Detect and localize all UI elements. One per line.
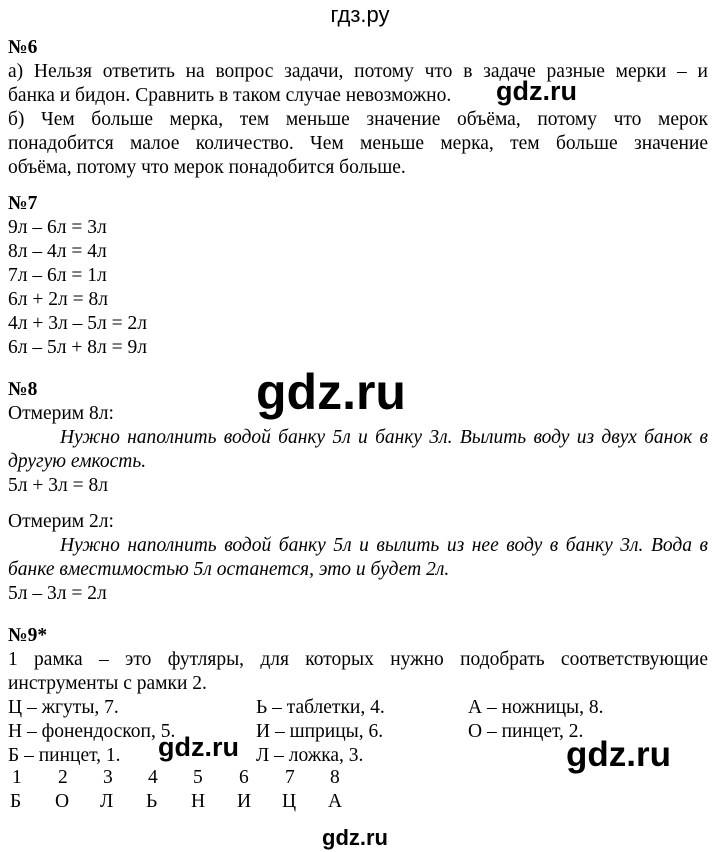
watermark: gdz.ru [256, 364, 406, 420]
site-header: гдз.ру [330, 2, 390, 27]
watermark: gdz.ru [496, 76, 577, 106]
answer-number: 1 [12, 767, 22, 788]
task8-instr1-line1: Нужно наполнить водой банку 5л и банку 3л. Вылить воду из двух банок в [60, 427, 708, 448]
task7-line: 7л – 6л = 1л [8, 265, 107, 286]
answer-letter: Ь [146, 791, 158, 812]
task7-line: 6л – 5л + 8л = 9л [8, 337, 147, 358]
task9-item: Б – пинцет, 1. [8, 745, 121, 766]
task8-eq2: 5л – 3л = 2л [8, 583, 107, 604]
answer-number: 8 [330, 767, 340, 788]
answer-letter: О [55, 791, 70, 812]
task7-title: №7 [8, 193, 38, 214]
task9-item: О – пинцет, 2. [468, 721, 584, 742]
answer-letter: Л [100, 791, 114, 812]
task6-b-line3: объёма, потому что мерок понадобится больше. [8, 157, 406, 178]
answer-number: 3 [103, 767, 113, 788]
task7-line: 4л + 3л – 5л = 2л [8, 313, 147, 334]
task6-b-line2: понадобится малое количество. Чем меньше мерка, тем больше значение [8, 133, 708, 154]
task9-item: Н – фонендоскоп, 5. [8, 721, 176, 742]
answer-letter: А [328, 791, 343, 812]
task8-eq1: 5л + 3л = 8л [8, 475, 108, 496]
task6-b-line1: б) Чем больше мерка, тем меньше значение объёма, потому что мерок [8, 109, 708, 130]
task6-title: №6 [8, 37, 38, 58]
answer-letter: И [237, 791, 252, 812]
watermark: gdz.ru [158, 732, 239, 762]
task9-item: Ь – таблетки, 4. [256, 697, 385, 718]
answer-letter: Ц [282, 791, 297, 812]
task7-line: 8л – 4л = 4л [8, 241, 107, 262]
answer-letter: Б [10, 791, 22, 812]
task8-title: №8 [8, 379, 38, 400]
answer-number: 5 [193, 767, 203, 788]
answer-number: 6 [239, 767, 249, 788]
task6-a-line2: банка и бидон. Сравнить в таком случае невозможно. [8, 85, 452, 106]
task8-instr2-line2: банке вместимостью 5л останется, это и будет 2л. [8, 559, 450, 580]
task9-item: Ц – жгуты, 7. [8, 697, 119, 718]
answer-number: 2 [58, 767, 68, 788]
task8-instr1-line2: другую емкость. [8, 451, 147, 472]
task8-instr2-line1: Нужно наполнить водой банку 5л и вылить из нее воду в банку 3л. Вода в [60, 535, 708, 556]
answer-number: 7 [285, 767, 295, 788]
watermark: gdz.ru [322, 825, 388, 850]
watermark: gdz.ru [566, 735, 671, 774]
task9-item: И – шприцы, 6. [256, 721, 384, 742]
task8-measure2: Отмерим 2л: [8, 511, 114, 532]
task9-line2: инструменты с рамки 2. [8, 673, 207, 694]
answer-letter: Н [191, 791, 206, 812]
task9-item: Л – ложка, 3. [256, 745, 364, 766]
task9-line1: 1 рамка – это футляры, для которых нужно подобрать соответствующие [8, 649, 708, 670]
task7-line: 9л – 6л = 3л [8, 217, 107, 238]
task8-measure1: Отмерим 8л: [8, 403, 114, 424]
task6-a-line1: а) Нельзя ответить на вопрос задачи, потому что в задаче разные мерки – и [8, 61, 708, 82]
task9-title: №9* [8, 625, 48, 646]
task9-item: А – ножницы, 8. [468, 697, 604, 718]
answer-number: 4 [148, 767, 158, 788]
task7-line: 6л + 2л = 8л [8, 289, 108, 310]
